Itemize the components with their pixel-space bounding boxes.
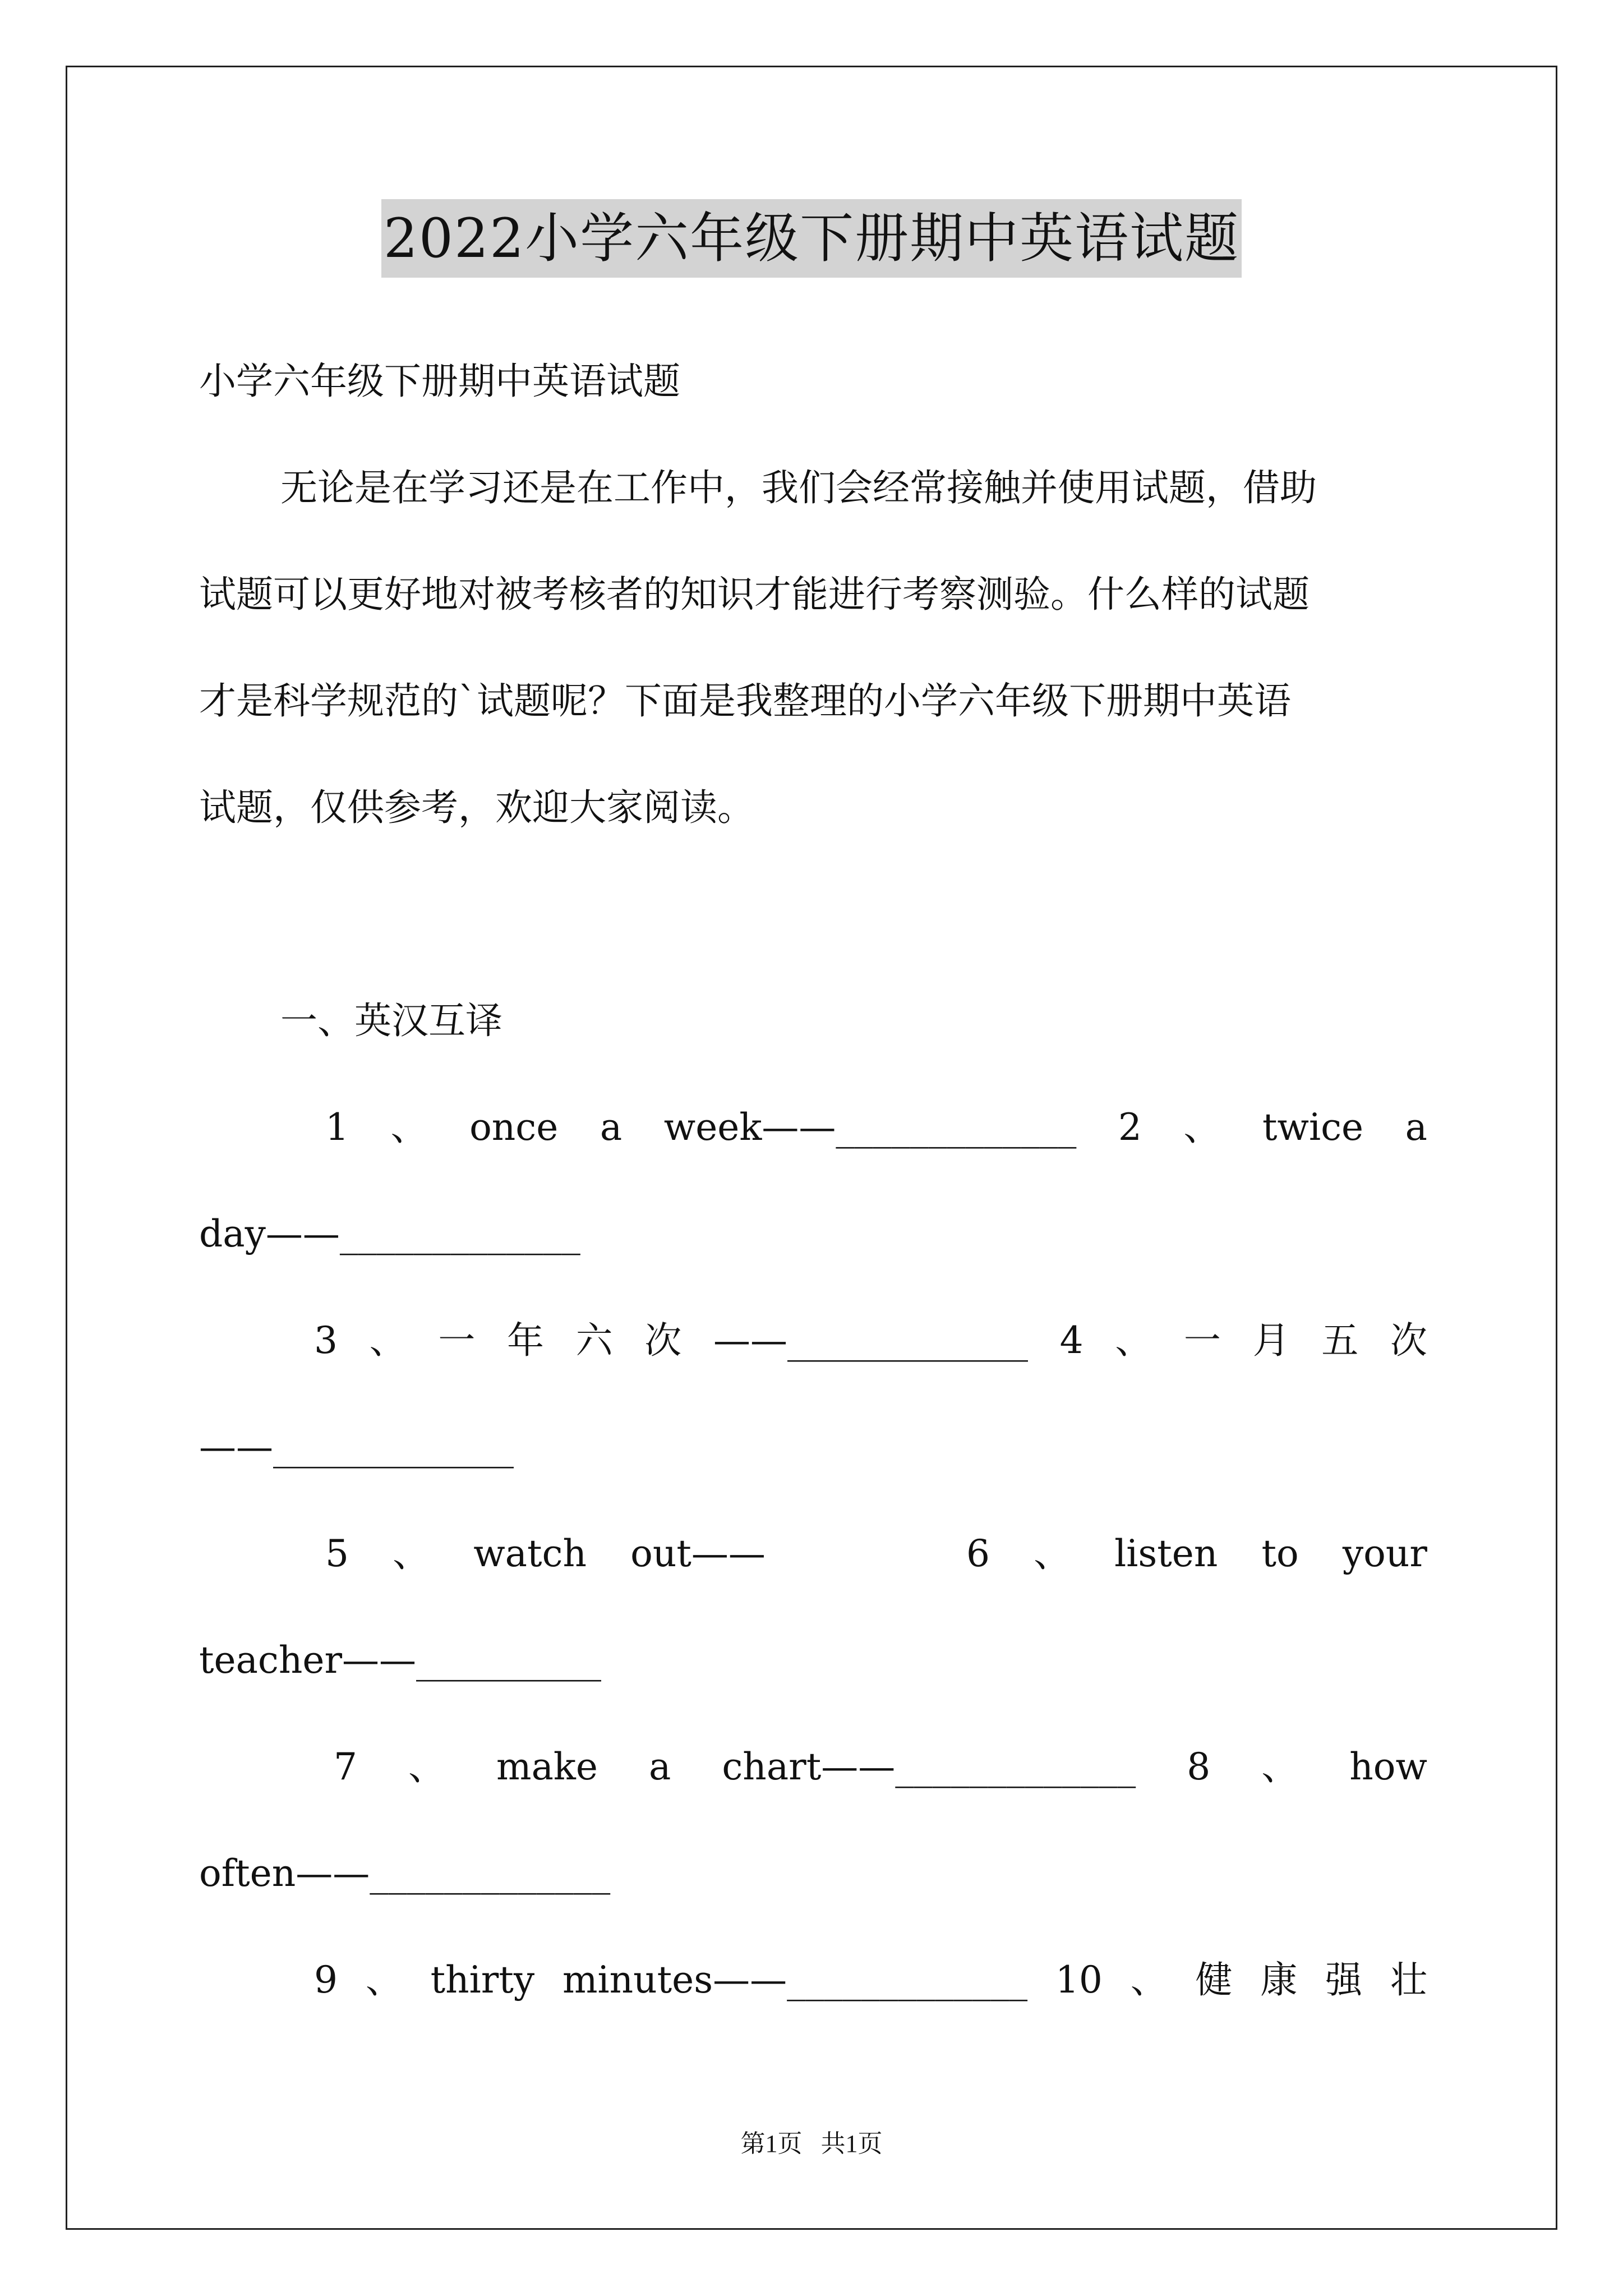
q4-number: 4	[1059, 1319, 1083, 1362]
q7-separator: 、	[408, 1745, 445, 1788]
q2-continuation: day——_____________	[199, 1212, 580, 1255]
q3-char: 年	[506, 1319, 544, 1362]
q10-char: 强	[1325, 1958, 1363, 2001]
q6-continuation: teacher——__________	[199, 1639, 602, 1682]
q6-separator: 、	[1034, 1532, 1071, 1575]
q2-number: 2	[1118, 1106, 1142, 1149]
q4-continuation: ——_____________	[199, 1425, 514, 1469]
q2-separator: 、	[1183, 1106, 1221, 1149]
q7-word: a	[648, 1745, 671, 1788]
q9-number: 9	[314, 1958, 338, 2001]
q4-char: 次	[1390, 1319, 1427, 1362]
q10-separator: 、	[1130, 1958, 1168, 2001]
intro-line-1: 无论是在学习还是在工作中，我们会经常接触并使用试题，借助	[280, 466, 1317, 509]
q10-number: 10	[1055, 1958, 1103, 2001]
q1-word-with-blank: week——_____________	[663, 1106, 1077, 1149]
q1-word: once	[469, 1106, 559, 1149]
q2-word: twice	[1262, 1106, 1364, 1149]
question-row-7-8	[334, 1739, 1427, 1795]
q3-char: 次	[644, 1319, 682, 1362]
q10-char: 壮	[1390, 1958, 1427, 2001]
q10-char: 健	[1195, 1958, 1233, 2001]
q4-char: 月	[1252, 1319, 1290, 1362]
q8-word: how	[1349, 1745, 1427, 1788]
q7-word: make	[496, 1745, 598, 1788]
q3-char: 六	[575, 1319, 613, 1362]
q1-separator: 、	[390, 1106, 428, 1149]
q8-number: 8	[1187, 1745, 1211, 1788]
question-row-1-2	[325, 1099, 1427, 1156]
q6-word: your	[1342, 1532, 1427, 1575]
title-container	[0, 199, 1623, 278]
q9-separator: 、	[365, 1958, 403, 2001]
intro-line-4: 试题，仅供参考，欢迎大家阅读。	[199, 786, 754, 829]
q5-separator: 、	[393, 1532, 430, 1575]
q4-char: 五	[1321, 1319, 1359, 1362]
q7-word-with-blank: chart——_____________	[722, 1745, 1136, 1788]
q6-word: to	[1261, 1532, 1299, 1575]
document-subtitle: 小学六年级下册期中英语试题	[199, 360, 680, 403]
q1-word: a	[600, 1106, 623, 1149]
question-row-5-6	[325, 1526, 1427, 1582]
q4-char: 一	[1183, 1319, 1221, 1362]
section-heading: 一、英汉互译	[280, 999, 502, 1042]
q8-separator: 、	[1261, 1745, 1299, 1788]
intro-line-2: 试题可以更好地对被考核者的知识才能进行考察测验。什么样的试题	[199, 573, 1310, 616]
q4-separator: 、	[1115, 1319, 1152, 1362]
question-row-9-10	[314, 1952, 1427, 2008]
page-footer: 第1页 共1页	[740, 2130, 883, 2157]
q2-word: a	[1405, 1106, 1427, 1149]
q8-continuation: often——_____________	[199, 1852, 611, 1895]
q7-number: 7	[334, 1745, 357, 1788]
q5-number: 5	[325, 1532, 349, 1575]
q3-blank: ——_____________	[713, 1319, 1028, 1362]
q9-word-with-blank: minutes——_____________	[562, 1958, 1028, 2001]
q10-char: 康	[1260, 1958, 1298, 2001]
question-row-3-4	[314, 1313, 1427, 1369]
document-title: 2022小学六年级下册期中英语试题	[381, 199, 1242, 278]
q3-number: 3	[314, 1319, 338, 1362]
q9-word: thirty	[430, 1958, 535, 2001]
q1-number: 1	[325, 1106, 349, 1149]
q3-separator: 、	[369, 1319, 407, 1362]
q6-number: 6	[966, 1532, 990, 1575]
intro-line-3: 才是科学规范的`试题呢？下面是我整理的小学六年级下册期中英语	[199, 679, 1291, 723]
q6-word: listen	[1114, 1532, 1218, 1575]
q3-char: 一	[438, 1319, 476, 1362]
q5-word-with-dash: out——	[630, 1532, 766, 1575]
q5-word: watch	[473, 1532, 587, 1575]
